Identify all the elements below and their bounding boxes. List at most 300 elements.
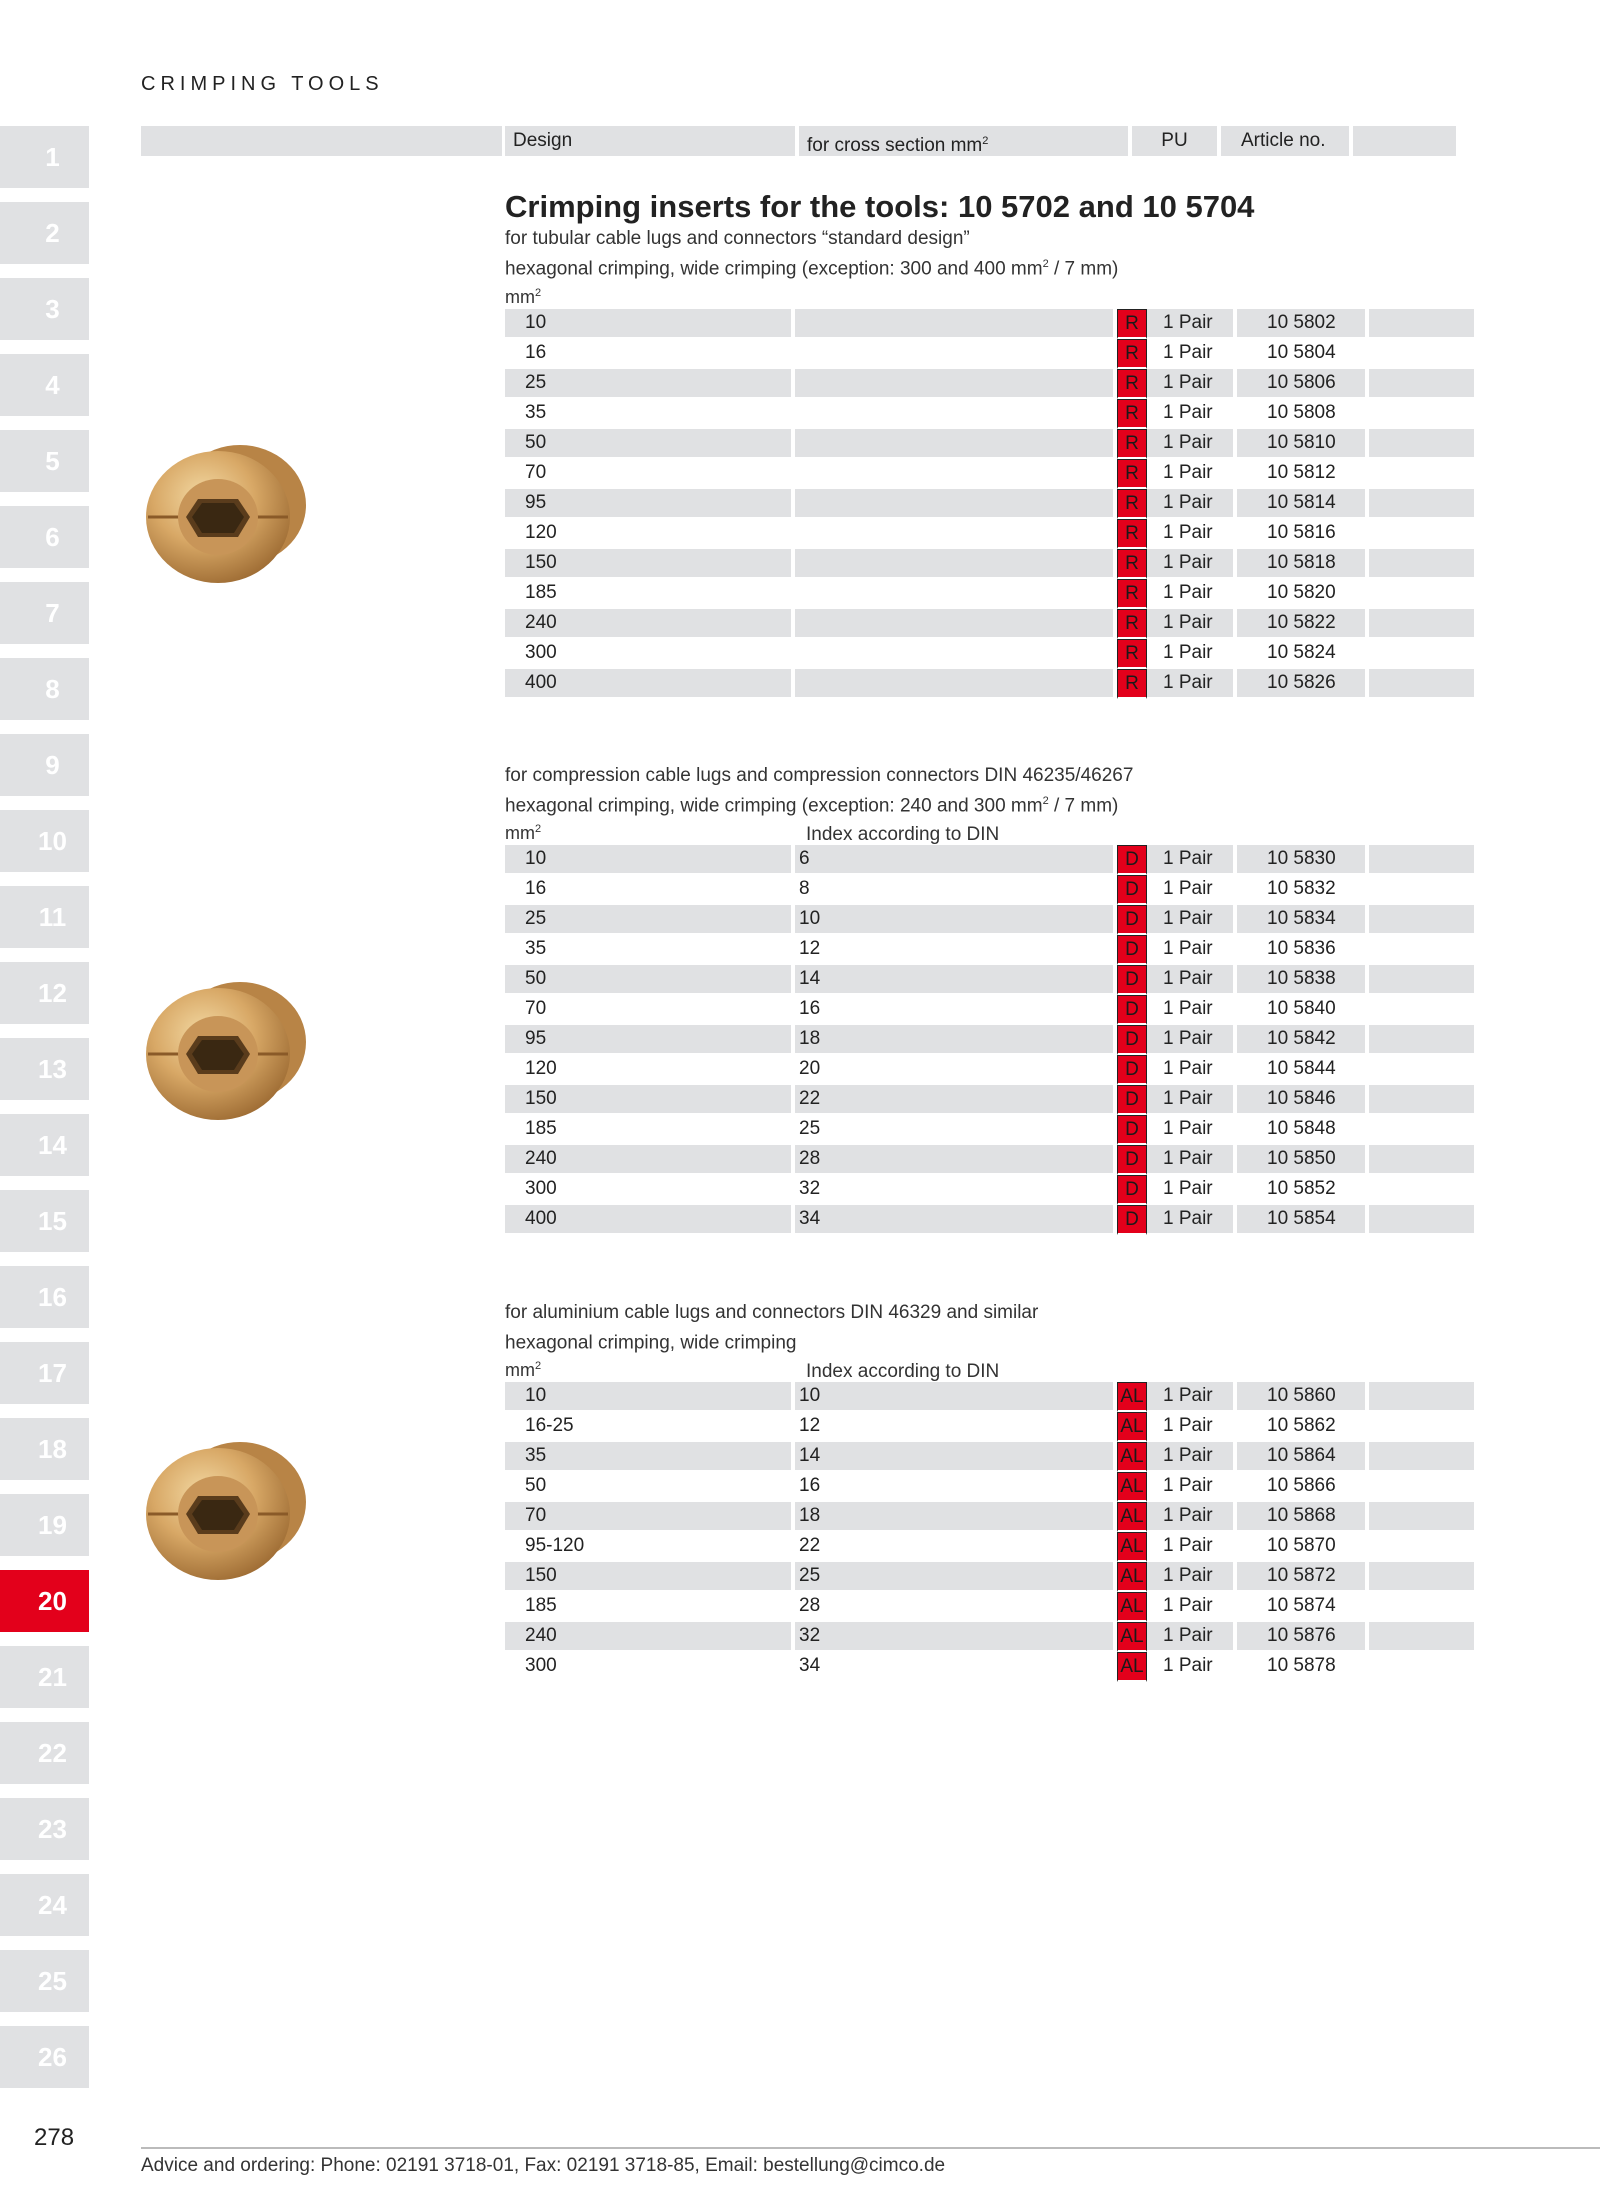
article-number-cell: 10 5814 bbox=[1237, 489, 1369, 519]
table-row bbox=[505, 1562, 1474, 1592]
type-code-badge: R bbox=[1117, 579, 1147, 609]
table-row bbox=[505, 935, 1474, 965]
chapter-tab-9[interactable]: 9 bbox=[0, 734, 89, 796]
article-number-cell: 10 5850 bbox=[1237, 1145, 1369, 1175]
size-cell: 240 bbox=[505, 1622, 795, 1652]
size-cell: 35 bbox=[505, 1442, 795, 1472]
spacer-cell bbox=[1369, 1622, 1474, 1652]
spacer-cell bbox=[1369, 459, 1474, 489]
article-number-cell: 10 5810 bbox=[1237, 429, 1369, 459]
type-code-badge: AL bbox=[1117, 1592, 1147, 1622]
size-cell: 50 bbox=[505, 429, 795, 459]
chapter-tab-5[interactable]: 5 bbox=[0, 430, 89, 492]
spacer-cell bbox=[1369, 1502, 1474, 1532]
index-cell bbox=[795, 489, 1117, 519]
article-number-cell: 10 5860 bbox=[1237, 1382, 1369, 1412]
spacer-cell bbox=[1369, 549, 1474, 579]
type-code-badge: D bbox=[1117, 935, 1147, 965]
group1-unit: $mm^2$ bbox=[505, 287, 542, 307]
table-row bbox=[505, 845, 1474, 875]
article-number-cell: 10 5846 bbox=[1237, 1085, 1369, 1115]
type-code-badge: R bbox=[1117, 309, 1147, 339]
type-code-badge: AL bbox=[1117, 1412, 1147, 1442]
chapter-tab-12[interactable]: 12 bbox=[0, 962, 89, 1024]
crimping-insert-image bbox=[136, 976, 312, 1126]
pu-cell: 1 Pair bbox=[1147, 905, 1237, 935]
index-cell: 28 bbox=[795, 1145, 1117, 1175]
index-cell bbox=[795, 339, 1117, 369]
chapter-tab-17[interactable]: 17 bbox=[0, 1342, 89, 1404]
type-code-badge: AL bbox=[1117, 1442, 1147, 1472]
article-number-cell: 10 5826 bbox=[1237, 669, 1369, 699]
pu-cell: 1 Pair bbox=[1147, 609, 1237, 639]
pu-cell: 1 Pair bbox=[1147, 1562, 1237, 1592]
size-cell: 16 bbox=[505, 875, 795, 905]
pu-cell: 1 Pair bbox=[1147, 459, 1237, 489]
spacer-cell bbox=[1369, 399, 1474, 429]
spacer-cell bbox=[1369, 369, 1474, 399]
index-cell: 22 bbox=[795, 1532, 1117, 1562]
article-number-cell: 10 5876 bbox=[1237, 1622, 1369, 1652]
size-cell: 70 bbox=[505, 995, 795, 1025]
type-code-badge: R bbox=[1117, 519, 1147, 549]
index-cell: 22 bbox=[795, 1085, 1117, 1115]
type-code-badge: AL bbox=[1117, 1652, 1147, 1682]
spacer-cell bbox=[1369, 639, 1474, 669]
size-cell: 400 bbox=[505, 669, 795, 699]
pu-cell: 1 Pair bbox=[1147, 1652, 1237, 1682]
type-code-badge: AL bbox=[1117, 1622, 1147, 1652]
spacer-cell bbox=[1369, 1382, 1474, 1412]
index-cell: 25 bbox=[795, 1115, 1117, 1145]
size-cell: 95 bbox=[505, 489, 795, 519]
pu-cell: 1 Pair bbox=[1147, 369, 1237, 399]
size-cell: 300 bbox=[505, 639, 795, 669]
article-number-cell: 10 5824 bbox=[1237, 639, 1369, 669]
pu-cell: 1 Pair bbox=[1147, 1382, 1237, 1412]
article-number-cell: 10 5840 bbox=[1237, 995, 1369, 1025]
table-row bbox=[505, 1412, 1474, 1442]
group3-desc-line2: hexagonal crimping, wide crimping bbox=[505, 1332, 797, 1354]
size-cell: 120 bbox=[505, 519, 795, 549]
spacer-cell bbox=[1369, 965, 1474, 995]
type-code-badge: D bbox=[1117, 1205, 1147, 1235]
spacer-cell bbox=[1369, 1652, 1474, 1682]
type-code-badge: D bbox=[1117, 845, 1147, 875]
group1-desc-line2: hexagonal crimping, wide crimping (exception: 300 and 400 $mm^2 / 7$ mm) bbox=[505, 258, 1119, 280]
spacer-cell bbox=[1369, 579, 1474, 609]
section-title: Crimping inserts for the tools: 10 5702 and 10 5704 bbox=[505, 189, 1255, 224]
table-row bbox=[505, 1382, 1474, 1412]
chapter-tab-13[interactable]: 13 bbox=[0, 1038, 89, 1100]
size-cell: 10 bbox=[505, 845, 795, 875]
group2-desc-line1: for compression cable lugs and compression connectors DIN 46235/46267 bbox=[505, 765, 1134, 786]
pu-cell: 1 Pair bbox=[1147, 1502, 1237, 1532]
spacer-cell bbox=[1369, 1205, 1474, 1235]
group3-table bbox=[505, 1382, 1474, 1682]
index-cell: 34 bbox=[795, 1205, 1117, 1235]
table-row bbox=[505, 875, 1474, 905]
table-row bbox=[505, 1055, 1474, 1085]
index-cell: 18 bbox=[795, 1502, 1117, 1532]
table-row bbox=[505, 549, 1474, 579]
article-number-cell: 10 5868 bbox=[1237, 1502, 1369, 1532]
article-number-cell: 10 5870 bbox=[1237, 1532, 1369, 1562]
article-number-cell: 10 5806 bbox=[1237, 369, 1369, 399]
spacer-cell bbox=[1369, 519, 1474, 549]
chapter-tab-24[interactable]: 24 bbox=[0, 1874, 89, 1936]
type-code-badge: R bbox=[1117, 369, 1147, 399]
spacer-cell bbox=[1369, 845, 1474, 875]
chapter-tab-26[interactable]: 26 bbox=[0, 2026, 89, 2088]
size-cell: 95 bbox=[505, 1025, 795, 1055]
index-cell: 12 bbox=[795, 1412, 1117, 1442]
type-code-badge: AL bbox=[1117, 1472, 1147, 1502]
chapter-tab-16[interactable]: 16 bbox=[0, 1266, 89, 1328]
pu-cell: 1 Pair bbox=[1147, 639, 1237, 669]
article-number-cell: 10 5832 bbox=[1237, 875, 1369, 905]
table-row bbox=[505, 1532, 1474, 1562]
article-number-cell: 10 5872 bbox=[1237, 1562, 1369, 1592]
chapter-tab-6[interactable]: 6 bbox=[0, 506, 89, 568]
spacer-cell bbox=[1369, 1055, 1474, 1085]
group1-desc-line1: for tubular cable lugs and connectors “standard design” bbox=[505, 228, 970, 249]
index-cell bbox=[795, 459, 1117, 489]
spacer-cell bbox=[1369, 1562, 1474, 1592]
article-number-cell: 10 5838 bbox=[1237, 965, 1369, 995]
size-cell: 300 bbox=[505, 1652, 795, 1682]
article-number-cell: 10 5844 bbox=[1237, 1055, 1369, 1085]
pu-cell: 1 Pair bbox=[1147, 1472, 1237, 1502]
pu-cell: 1 Pair bbox=[1147, 429, 1237, 459]
pu-cell: 1 Pair bbox=[1147, 1592, 1237, 1622]
chapter-tab-4[interactable]: 4 bbox=[0, 354, 89, 416]
pu-cell: 1 Pair bbox=[1147, 1532, 1237, 1562]
chapter-tab-23[interactable]: 23 bbox=[0, 1798, 89, 1860]
column-header-article: Article no. bbox=[1221, 126, 1349, 156]
article-number-cell: 10 5822 bbox=[1237, 609, 1369, 639]
index-cell: 10 bbox=[795, 1382, 1117, 1412]
size-cell: 150 bbox=[505, 1085, 795, 1115]
pu-cell: 1 Pair bbox=[1147, 669, 1237, 699]
size-cell: 185 bbox=[505, 1115, 795, 1145]
table-row bbox=[505, 1115, 1474, 1145]
type-code-badge: AL bbox=[1117, 1382, 1147, 1412]
size-cell: 35 bbox=[505, 399, 795, 429]
table-row bbox=[505, 1085, 1474, 1115]
table-row bbox=[505, 965, 1474, 995]
size-cell: 50 bbox=[505, 965, 795, 995]
index-cell bbox=[795, 579, 1117, 609]
type-code-badge: R bbox=[1117, 339, 1147, 369]
table-row bbox=[505, 639, 1474, 669]
column-header-pu: PU bbox=[1132, 126, 1217, 156]
type-code-badge: D bbox=[1117, 1025, 1147, 1055]
chapter-tab-20[interactable]: 20 bbox=[0, 1570, 89, 1632]
article-number-cell: 10 5812 bbox=[1237, 459, 1369, 489]
table-row bbox=[505, 1145, 1474, 1175]
spacer-cell bbox=[1369, 1145, 1474, 1175]
index-cell bbox=[795, 669, 1117, 699]
size-cell: 185 bbox=[505, 579, 795, 609]
size-cell: 95-120 bbox=[505, 1532, 795, 1562]
table-row bbox=[505, 905, 1474, 935]
type-code-badge: D bbox=[1117, 1085, 1147, 1115]
index-cell: 14 bbox=[795, 1442, 1117, 1472]
spacer-cell bbox=[1369, 1532, 1474, 1562]
size-cell: 185 bbox=[505, 1592, 795, 1622]
table-row bbox=[505, 609, 1474, 639]
chapter-tab-3[interactable]: 3 bbox=[0, 278, 89, 340]
size-cell: 25 bbox=[505, 905, 795, 935]
spacer-cell bbox=[1369, 1472, 1474, 1502]
article-number-cell: 10 5836 bbox=[1237, 935, 1369, 965]
index-cell: 10 bbox=[795, 905, 1117, 935]
article-number-cell: 10 5808 bbox=[1237, 399, 1369, 429]
article-number-cell: 10 5848 bbox=[1237, 1115, 1369, 1145]
group3-desc-line1: for aluminium cable lugs and connectors DIN 46329 and similar bbox=[505, 1302, 1039, 1323]
spacer-cell bbox=[1369, 935, 1474, 965]
spacer-cell bbox=[1369, 995, 1474, 1025]
spacer-cell bbox=[1369, 1115, 1474, 1145]
pu-cell: 1 Pair bbox=[1147, 489, 1237, 519]
chapter-tab-7[interactable]: 7 bbox=[0, 582, 89, 644]
type-code-badge: R bbox=[1117, 399, 1147, 429]
table-row bbox=[505, 1592, 1474, 1622]
group2-desc-line2: hexagonal crimping, wide crimping (exception: 240 and 300 $mm^2 / 7$ mm) bbox=[505, 795, 1119, 817]
article-number-cell: 10 5818 bbox=[1237, 549, 1369, 579]
index-cell: 12 bbox=[795, 935, 1117, 965]
size-cell: 70 bbox=[505, 1502, 795, 1532]
chapter-tab-18[interactable]: 18 bbox=[0, 1418, 89, 1480]
group3-unit: $mm^2$ bbox=[505, 1360, 542, 1380]
pu-cell: 1 Pair bbox=[1147, 1175, 1237, 1205]
index-cell bbox=[795, 309, 1117, 339]
table-row bbox=[505, 1502, 1474, 1532]
index-cell: 14 bbox=[795, 965, 1117, 995]
footer-contact: Advice and ordering: Phone: 02191 3718-01, Fax: 02191 3718-85, Email: bestellung@cimco.de bbox=[141, 2155, 946, 2176]
index-cell: 8 bbox=[795, 875, 1117, 905]
pu-cell: 1 Pair bbox=[1147, 1145, 1237, 1175]
pu-cell: 1 Pair bbox=[1147, 875, 1237, 905]
table-row bbox=[505, 1175, 1474, 1205]
pu-cell: 1 Pair bbox=[1147, 519, 1237, 549]
pu-cell: 1 Pair bbox=[1147, 1085, 1237, 1115]
spacer-cell bbox=[1369, 429, 1474, 459]
pu-cell: 1 Pair bbox=[1147, 399, 1237, 429]
spacer-cell bbox=[1369, 609, 1474, 639]
size-cell: 120 bbox=[505, 1055, 795, 1085]
pu-cell: 1 Pair bbox=[1147, 309, 1237, 339]
index-cell: 6 bbox=[795, 845, 1117, 875]
article-number-cell: 10 5816 bbox=[1237, 519, 1369, 549]
size-cell: 16-25 bbox=[505, 1412, 795, 1442]
article-number-cell: 10 5804 bbox=[1237, 339, 1369, 369]
pu-cell: 1 Pair bbox=[1147, 1442, 1237, 1472]
table-row bbox=[505, 1472, 1474, 1502]
article-number-cell: 10 5830 bbox=[1237, 845, 1369, 875]
chapter-tab-14[interactable]: 14 bbox=[0, 1114, 89, 1176]
size-cell: 10 bbox=[505, 309, 795, 339]
size-cell: 25 bbox=[505, 369, 795, 399]
chapter-tab-19[interactable]: 19 bbox=[0, 1494, 89, 1556]
index-cell: 18 bbox=[795, 1025, 1117, 1055]
spacer-cell bbox=[1369, 1442, 1474, 1472]
spacer-cell bbox=[1369, 1025, 1474, 1055]
table-row bbox=[505, 1622, 1474, 1652]
index-cell bbox=[795, 609, 1117, 639]
chapter-tab-21[interactable]: 21 bbox=[0, 1646, 89, 1708]
table-row bbox=[505, 459, 1474, 489]
pu-cell: 1 Pair bbox=[1147, 1205, 1237, 1235]
index-cell: 28 bbox=[795, 1592, 1117, 1622]
type-code-badge: R bbox=[1117, 549, 1147, 579]
pu-cell: 1 Pair bbox=[1147, 1622, 1237, 1652]
type-code-badge: R bbox=[1117, 429, 1147, 459]
article-number-cell: 10 5854 bbox=[1237, 1205, 1369, 1235]
chapter-tab-8[interactable]: 8 bbox=[0, 658, 89, 720]
group1-table bbox=[505, 309, 1474, 699]
index-cell bbox=[795, 549, 1117, 579]
article-number-cell: 10 5834 bbox=[1237, 905, 1369, 935]
index-cell: 25 bbox=[795, 1562, 1117, 1592]
spacer-cell bbox=[1369, 875, 1474, 905]
type-code-badge: D bbox=[1117, 965, 1147, 995]
type-code-badge: AL bbox=[1117, 1532, 1147, 1562]
column-header-cross-section: for cross section $mm^2$ bbox=[799, 126, 1128, 156]
spacer-cell bbox=[1369, 905, 1474, 935]
group2-table bbox=[505, 845, 1474, 1235]
type-code-badge: D bbox=[1117, 1115, 1147, 1145]
size-cell: 300 bbox=[505, 1175, 795, 1205]
index-cell: 32 bbox=[795, 1622, 1117, 1652]
index-cell: 16 bbox=[795, 1472, 1117, 1502]
pu-cell: 1 Pair bbox=[1147, 579, 1237, 609]
chapter-tab-2[interactable]: 2 bbox=[0, 202, 89, 264]
chapter-tab-1[interactable]: 1 bbox=[0, 126, 89, 188]
spacer-cell bbox=[1369, 1592, 1474, 1622]
article-number-cell: 10 5866 bbox=[1237, 1472, 1369, 1502]
type-code-badge: AL bbox=[1117, 1562, 1147, 1592]
article-number-cell: 10 5862 bbox=[1237, 1412, 1369, 1442]
size-cell: 35 bbox=[505, 935, 795, 965]
article-number-cell: 10 5842 bbox=[1237, 1025, 1369, 1055]
index-cell: 20 bbox=[795, 1055, 1117, 1085]
chapter-tab-15[interactable]: 15 bbox=[0, 1190, 89, 1252]
index-cell bbox=[795, 429, 1117, 459]
index-cell bbox=[795, 399, 1117, 429]
column-header-design: Design bbox=[505, 126, 795, 156]
index-cell bbox=[795, 639, 1117, 669]
type-code-badge: R bbox=[1117, 489, 1147, 519]
table-row bbox=[505, 1205, 1474, 1235]
pu-cell: 1 Pair bbox=[1147, 339, 1237, 369]
table-row bbox=[505, 399, 1474, 429]
type-code-badge: D bbox=[1117, 875, 1147, 905]
pu-cell: 1 Pair bbox=[1147, 549, 1237, 579]
article-number-cell: 10 5852 bbox=[1237, 1175, 1369, 1205]
type-code-badge: D bbox=[1117, 1145, 1147, 1175]
spacer-cell bbox=[1369, 669, 1474, 699]
spacer-cell bbox=[1369, 309, 1474, 339]
table-row bbox=[505, 429, 1474, 459]
column-header-bar bbox=[141, 126, 502, 156]
table-row bbox=[505, 489, 1474, 519]
spacer-cell bbox=[1369, 339, 1474, 369]
table-row bbox=[505, 579, 1474, 609]
crimping-insert-image bbox=[136, 439, 312, 589]
size-cell: 150 bbox=[505, 1562, 795, 1592]
size-cell: 70 bbox=[505, 459, 795, 489]
pu-cell: 1 Pair bbox=[1147, 935, 1237, 965]
spacer-cell bbox=[1369, 489, 1474, 519]
chapter-tab-22[interactable]: 22 bbox=[0, 1722, 89, 1784]
pu-cell: 1 Pair bbox=[1147, 1025, 1237, 1055]
page-number: 278 bbox=[34, 2124, 75, 2151]
group3-index-header: Index according to DIN bbox=[806, 1361, 1000, 1382]
running-header: CRIMPING TOOLS bbox=[141, 73, 384, 95]
type-code-badge: R bbox=[1117, 609, 1147, 639]
index-cell: 32 bbox=[795, 1175, 1117, 1205]
table-row bbox=[505, 1442, 1474, 1472]
footer-rule bbox=[141, 2147, 1600, 2149]
size-cell: 150 bbox=[505, 549, 795, 579]
type-code-badge: R bbox=[1117, 669, 1147, 699]
index-cell: 34 bbox=[795, 1652, 1117, 1682]
spacer-cell bbox=[1369, 1412, 1474, 1442]
size-cell: 16 bbox=[505, 339, 795, 369]
column-header-spacer bbox=[1353, 126, 1456, 156]
index-cell: 16 bbox=[795, 995, 1117, 1025]
table-row bbox=[505, 369, 1474, 399]
type-code-badge: AL bbox=[1117, 1502, 1147, 1532]
pu-cell: 1 Pair bbox=[1147, 995, 1237, 1025]
size-cell: 240 bbox=[505, 1145, 795, 1175]
table-row bbox=[505, 1025, 1474, 1055]
table-row bbox=[505, 1652, 1474, 1682]
pu-cell: 1 Pair bbox=[1147, 845, 1237, 875]
article-number-cell: 10 5874 bbox=[1237, 1592, 1369, 1622]
pu-cell: 1 Pair bbox=[1147, 1115, 1237, 1145]
chapter-tab-11[interactable]: 11 bbox=[0, 886, 89, 948]
pu-cell: 1 Pair bbox=[1147, 1412, 1237, 1442]
article-number-cell: 10 5802 bbox=[1237, 309, 1369, 339]
type-code-badge: R bbox=[1117, 459, 1147, 489]
size-cell: 10 bbox=[505, 1382, 795, 1412]
index-cell bbox=[795, 519, 1117, 549]
type-code-badge: D bbox=[1117, 995, 1147, 1025]
chapter-tab-10[interactable]: 10 bbox=[0, 810, 89, 872]
type-code-badge: R bbox=[1117, 639, 1147, 669]
group2-unit: $mm^2$ bbox=[505, 823, 542, 843]
spacer-cell bbox=[1369, 1085, 1474, 1115]
index-cell bbox=[795, 369, 1117, 399]
table-row bbox=[505, 669, 1474, 699]
pu-cell: 1 Pair bbox=[1147, 1055, 1237, 1085]
crimping-insert-image bbox=[136, 1436, 312, 1586]
type-code-badge: D bbox=[1117, 905, 1147, 935]
table-row bbox=[505, 519, 1474, 549]
size-cell: 400 bbox=[505, 1205, 795, 1235]
table-row bbox=[505, 339, 1474, 369]
article-number-cell: 10 5878 bbox=[1237, 1652, 1369, 1682]
chapter-tab-25[interactable]: 25 bbox=[0, 1950, 89, 2012]
size-cell: 50 bbox=[505, 1472, 795, 1502]
article-number-cell: 10 5820 bbox=[1237, 579, 1369, 609]
table-row bbox=[505, 309, 1474, 339]
article-number-cell: 10 5864 bbox=[1237, 1442, 1369, 1472]
type-code-badge: D bbox=[1117, 1175, 1147, 1205]
